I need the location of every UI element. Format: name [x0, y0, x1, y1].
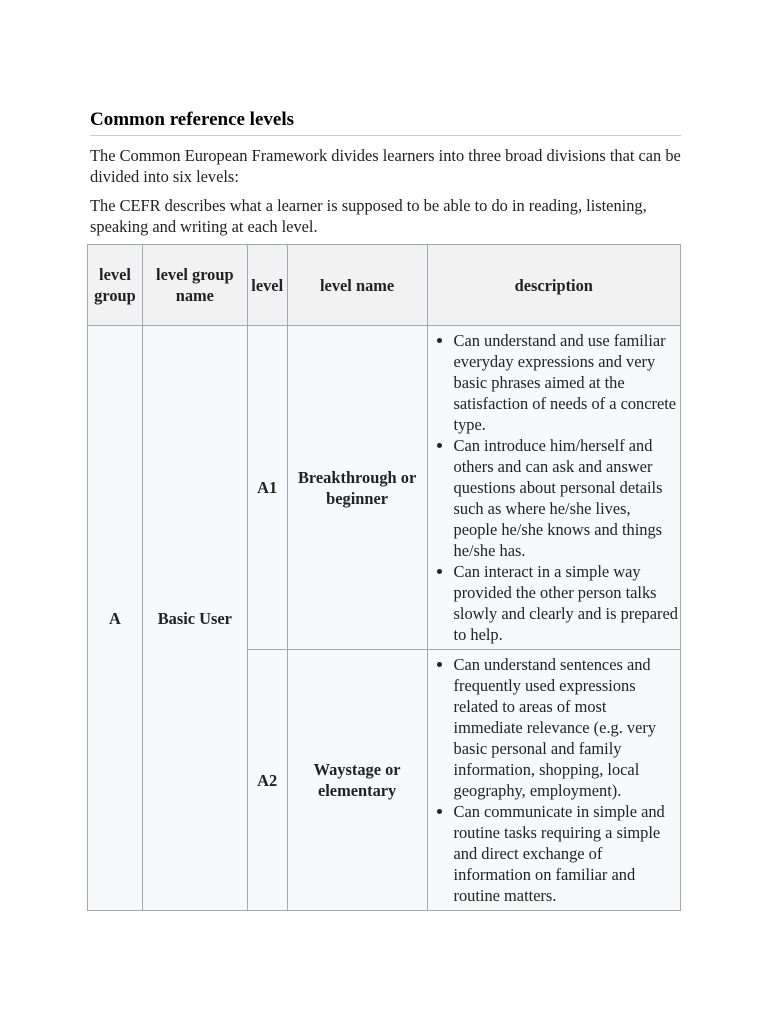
- table-header-row: [88, 245, 681, 326]
- cefr-levels-table: [87, 244, 681, 911]
- description-cell-a2: [427, 650, 680, 911]
- list-item: • Can communicate in simple and routine tasks requiring a simple and direct exchange of information on familiar and routine matters.: [454, 801, 678, 906]
- level-name-cell-a1: Breakthrough or beginner: [287, 326, 427, 650]
- article-section: [90, 108, 681, 905]
- list-item: • Can understand and use familiar everyday expressions and very basic phrases aimed at the satisfaction of needs of a concrete type.: [454, 330, 678, 435]
- description-list-a1: [432, 330, 678, 645]
- header-level-group-name: level group name: [142, 245, 247, 326]
- list-item: • Can introduce him/herself and others and can ask and answer questions about personal details such as where he/she lives, people he/she knows and things he/she has.: [454, 435, 678, 561]
- level-group-cell: A: [88, 326, 143, 911]
- intro-paragraph: The Common European Framework divides learners into three broad divisions that can be divided into six levels:: [90, 146, 681, 186]
- list-item: • Can interact in a simple way provided the other person talks slowly and clearly and is prepared to help.: [454, 561, 678, 645]
- description-cell-a1: [427, 326, 680, 650]
- list-item: • Can understand sentences and frequently used expressions related to areas of most immediate relevance (e.g. very basic personal and family information, shopping, local geography, employment).: [454, 654, 678, 801]
- header-description: description: [427, 245, 680, 326]
- section-title: Common reference levels: [90, 108, 681, 136]
- level-cell-a1: A1: [247, 326, 287, 650]
- header-level-group: level group: [88, 245, 143, 326]
- description-list-a2: [432, 654, 678, 906]
- level-name-cell-a2: Waystage or elementary: [287, 650, 427, 911]
- level-group-name-cell: Basic User: [142, 326, 247, 911]
- header-level: level: [247, 245, 287, 326]
- header-level-name: level name: [287, 245, 427, 326]
- level-cell-a2: A2: [247, 650, 287, 911]
- cefr-description-paragraph: The CEFR describes what a learner is supposed to be able to do in reading, listening, speaking and writing at each level.: [90, 196, 647, 236]
- table-row-a1: [88, 326, 681, 650]
